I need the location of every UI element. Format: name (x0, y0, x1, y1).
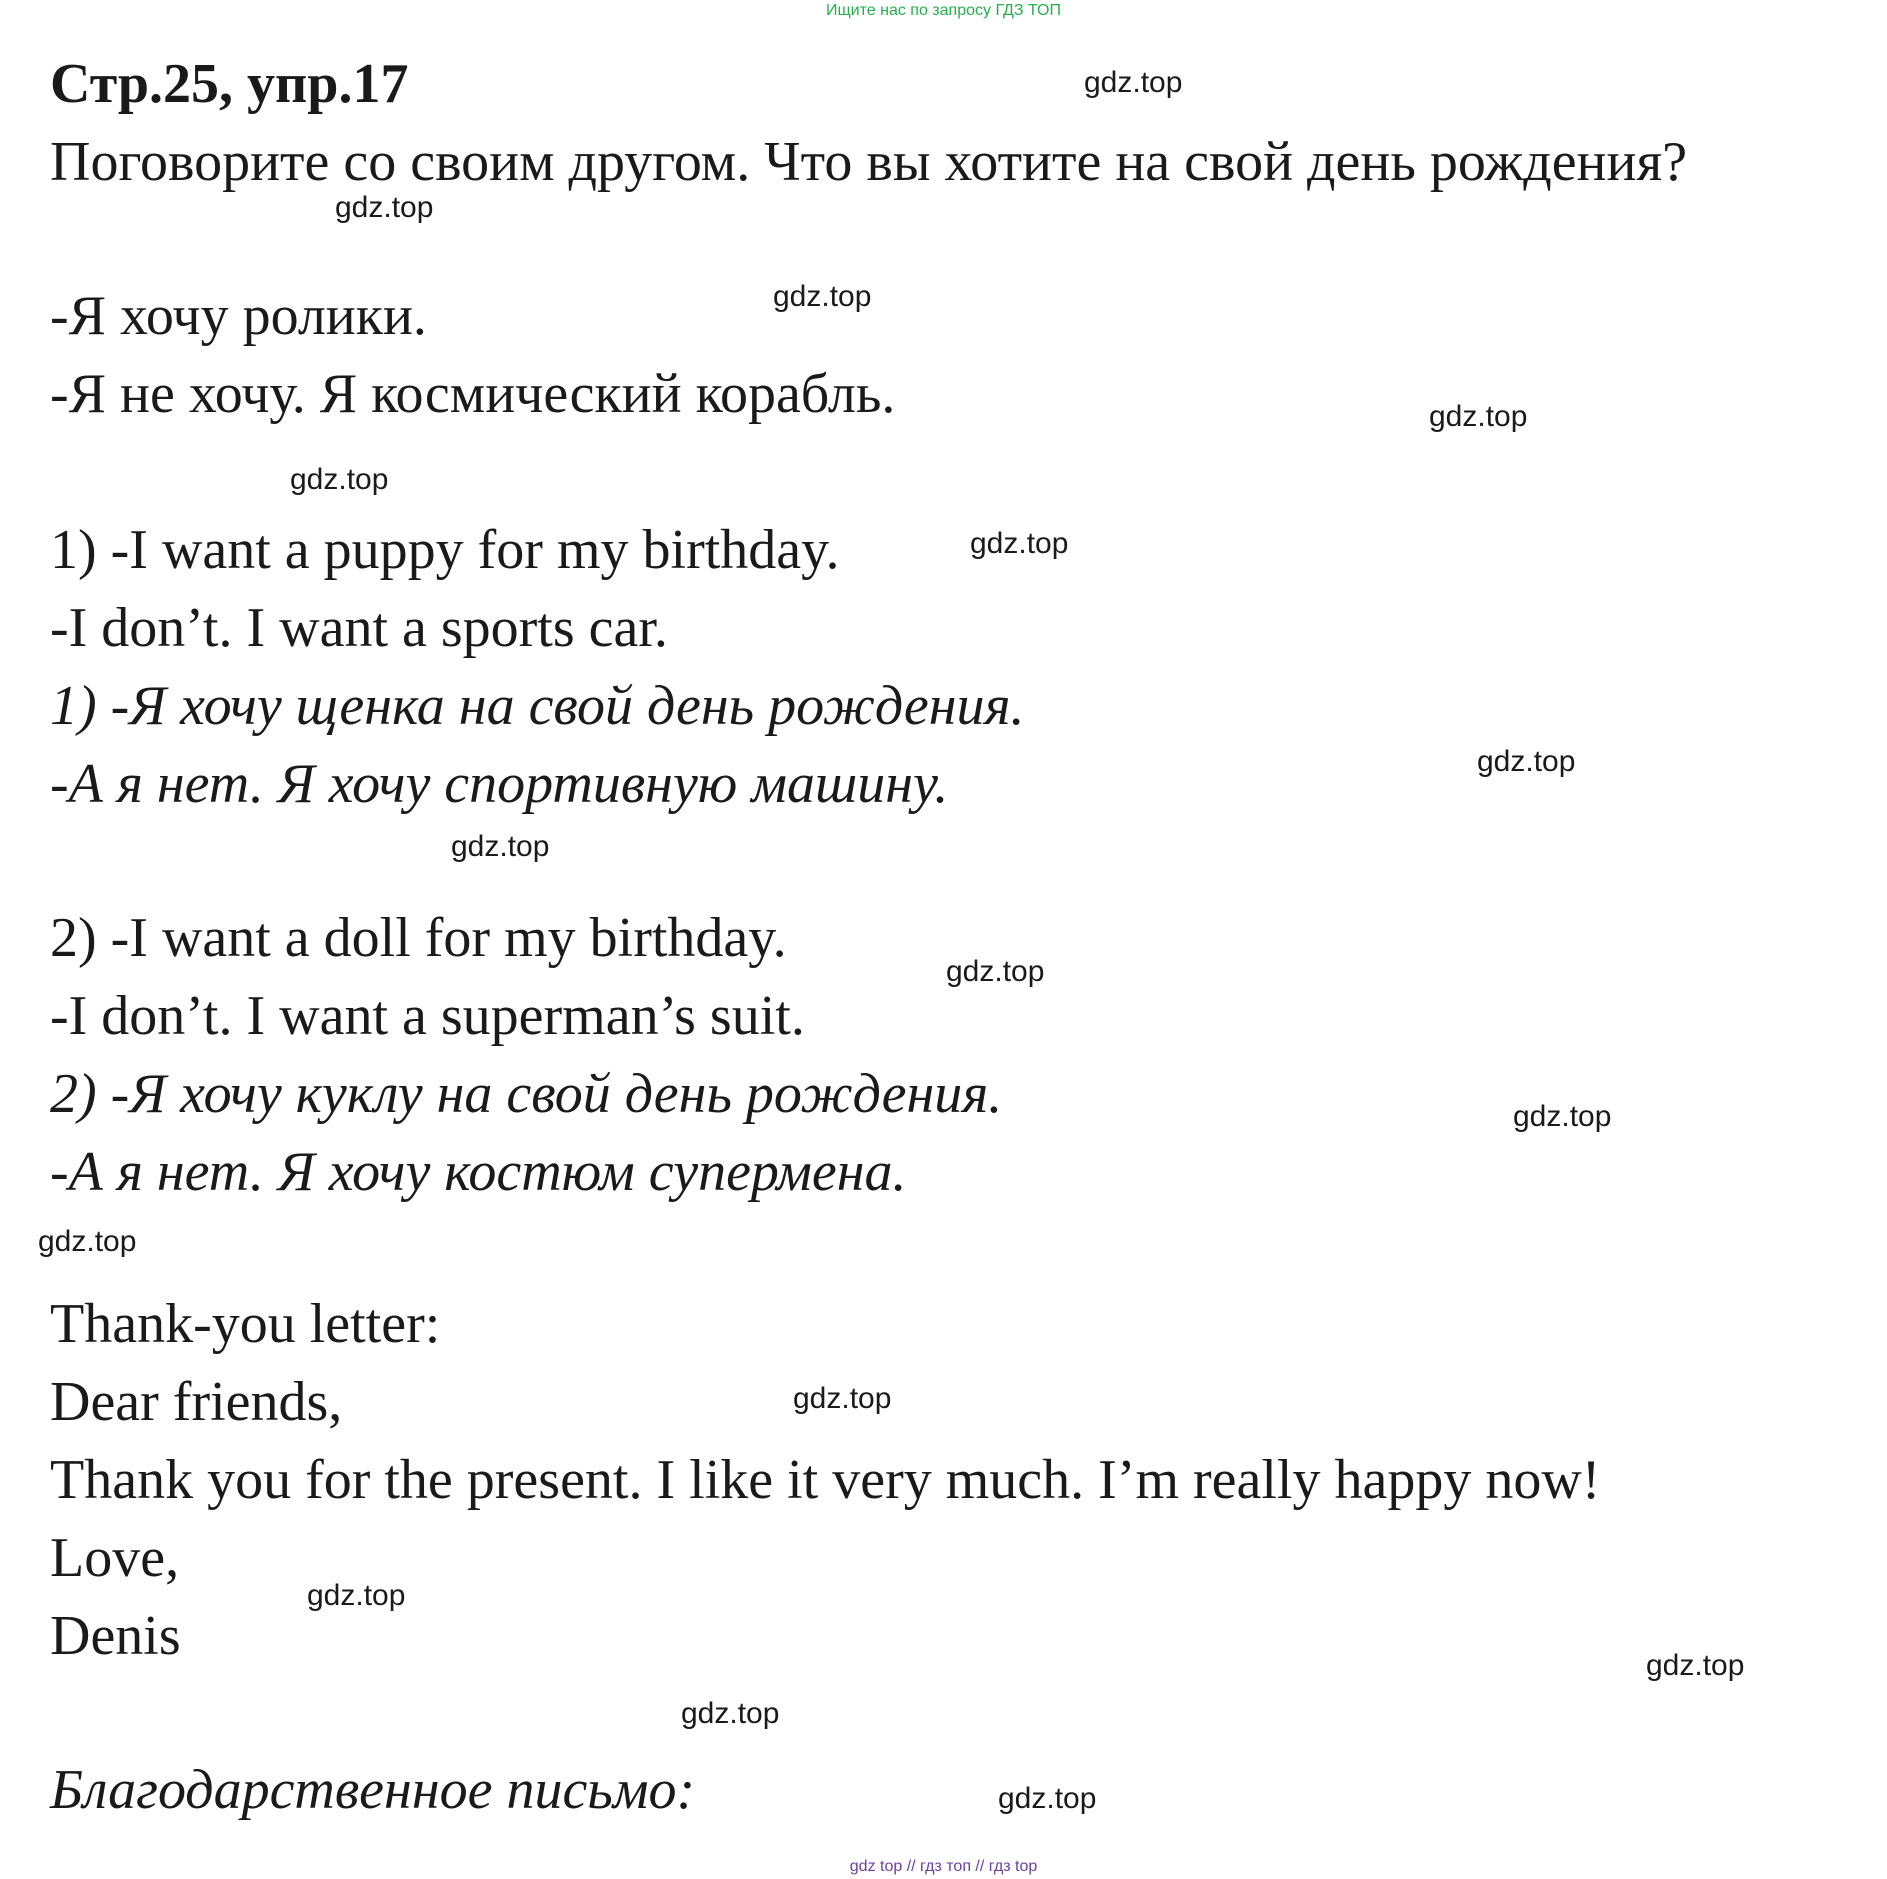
watermark: gdz.top (793, 1382, 892, 1415)
letter-closing: Love, (50, 1527, 180, 1589)
dialog-1-ru-line-2: -А я нет. Я хочу спортивную машину. (50, 753, 949, 815)
footer-links[interactable]: gdz top // гдз топ // гдз top (849, 1858, 1038, 1875)
letter-body: Thank you for the present. I like it very much. I’m really happy now! (50, 1449, 1601, 1511)
dialog-2-ru-line-1: 2) -Я хочу куклу на свой день рождения. (50, 1063, 1003, 1125)
dialog-2-en-line-2: -I don’t. I want a superman’s suit. (50, 985, 805, 1047)
watermark: gdz.top (1646, 1649, 1745, 1682)
dialog-2-en-line-1: 2) -I want a doll for my birthday. (50, 907, 787, 969)
watermark: gdz.top (970, 527, 1069, 560)
letter-greeting: Dear friends, (50, 1371, 343, 1433)
watermark: gdz.top (946, 955, 1045, 988)
dialog-line-1: -Я хочу ролики. (50, 285, 427, 347)
watermark: gdz.top (451, 830, 550, 863)
task-text: Поговорите со своим другом. Что вы хотите на свой день рождения? (50, 131, 1688, 193)
watermark: gdz.top (307, 1579, 406, 1612)
dialog-line-2: -Я не хочу. Я космический корабль. (50, 363, 896, 425)
watermark: gdz.top (998, 1782, 1097, 1815)
watermark: gdz.top (1477, 745, 1576, 778)
letter-signature: Denis (50, 1605, 181, 1667)
dialog-1-ru-line-1: 1) -Я хочу щенка на свой день рождения. (50, 675, 1025, 737)
watermark: gdz.top (1429, 400, 1528, 433)
watermark: gdz.top (1084, 66, 1183, 99)
page-title: Стр.25, упр.17 (50, 53, 409, 115)
watermark: gdz.top (681, 1697, 780, 1730)
watermark: gdz.top (1513, 1100, 1612, 1133)
letter-heading: Thank-you letter: (50, 1293, 441, 1355)
watermark: gdz.top (335, 191, 434, 224)
top-banner[interactable]: Ищите нас по запросу ГДЗ ТОП (826, 2, 1061, 19)
watermark: gdz.top (773, 280, 872, 313)
watermark: gdz.top (290, 463, 389, 496)
dialog-2-ru-line-2: -А я нет. Я хочу костюм супермена. (50, 1141, 907, 1203)
dialog-1-en-line-1: 1) -I want a puppy for my birthday. (50, 519, 840, 581)
letter-translation-heading: Благодарственное письмо: (50, 1759, 696, 1821)
watermark: gdz.top (38, 1225, 137, 1258)
dialog-1-en-line-2: -I don’t. I want a sports car. (50, 597, 668, 659)
